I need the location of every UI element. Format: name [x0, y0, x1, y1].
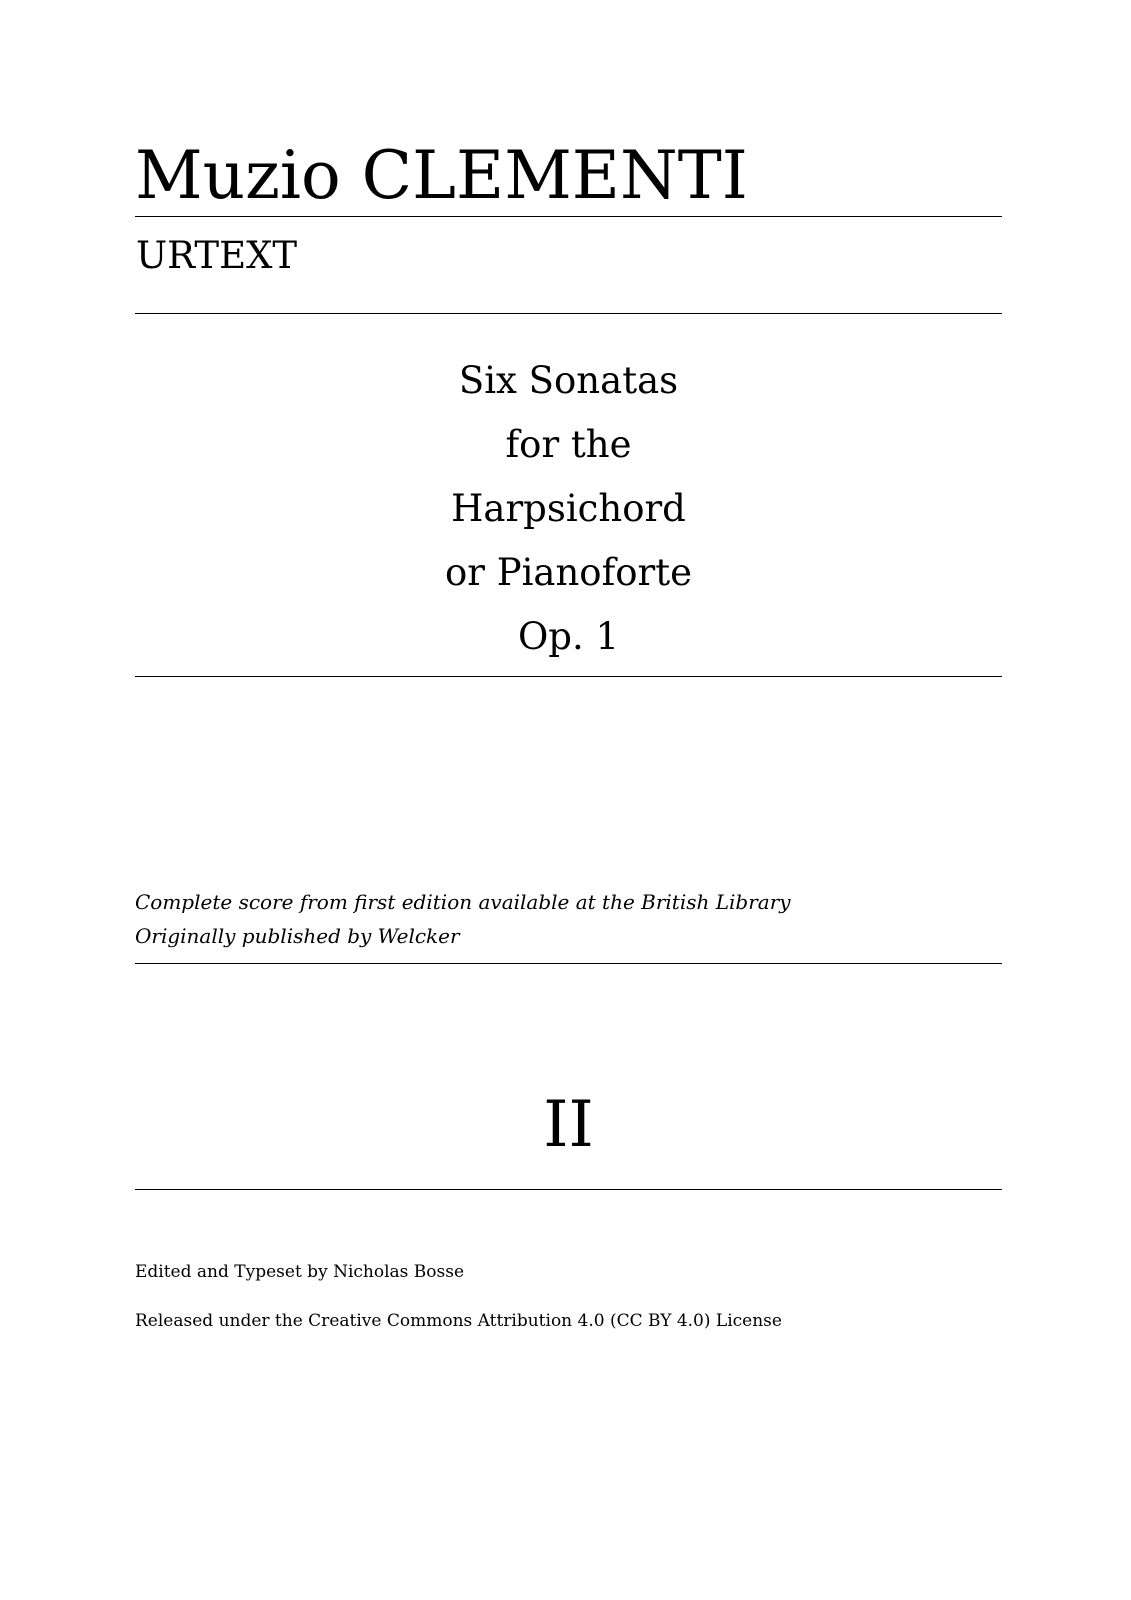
edition-label: URTEXT [136, 234, 298, 277]
work-title-line: Harpsichord [451, 487, 686, 530]
work-title-line: Six Sonatas [458, 359, 679, 402]
volume-numeral: II [543, 1088, 594, 1162]
license-notice: Released under the Creative Commons Attribution 4.0 (CC BY 4.0) License [135, 1311, 782, 1331]
divider-rule [135, 1189, 1002, 1190]
source-note-library: Complete score from first edition available at the British Library [135, 890, 791, 914]
divider-rule [135, 676, 1002, 677]
divider-rule [135, 313, 1002, 314]
source-note-publisher: Originally published by Welcker [135, 924, 460, 948]
composer-name: Muzio CLEMENTI [135, 137, 748, 214]
divider-rule [135, 963, 1002, 964]
work-title-line: or Pianoforte [444, 551, 693, 594]
work-title [135, 349, 1002, 669]
source-notes [135, 885, 791, 953]
work-title-line: for the [505, 423, 632, 466]
divider-rule [135, 216, 1002, 217]
opus-number: Op. 1 [517, 615, 620, 658]
editor-credit: Edited and Typeset by Nicholas Bosse [135, 1262, 465, 1282]
